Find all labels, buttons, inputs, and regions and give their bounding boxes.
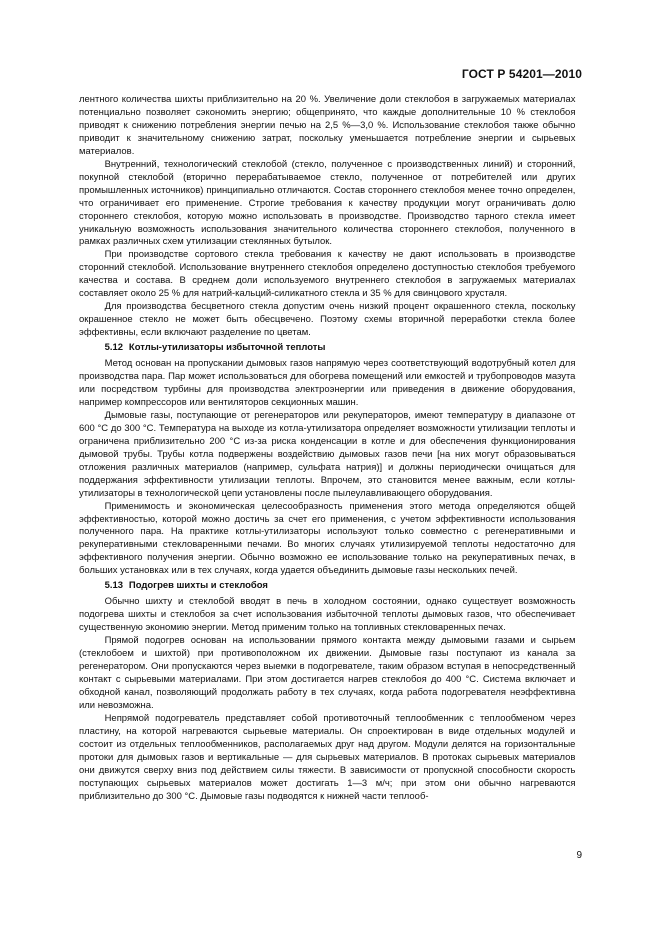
section-title: Котлы-утилизаторы избыточной теплоты (128, 342, 326, 354)
paragraph: Для производства бесцветного стекла допустим очень низкий процент окрашенного стекла, поскольку окрашенное стекло не может быть обесцвечено. Поэтому схемы вторичной переработки стекла более эффективны, если включают разделение по цветам. (79, 301, 576, 339)
paragraph: лентного количества шихты приблизительно на 20 %. Увеличение доли стеклобоя в загружаемых материалах потенциально позволяет сэкономить энергию; общепринято, что каждые дополнительные 10 % стеклобоя приводят к снижению потребления энергии печью на 2,5 %—3,0 %. Использование стеклобоя также обычно приводит к значительному снижению затрат, поскольку уменьшается потребление энергии и сырьевых материалов. (79, 94, 576, 157)
paragraph: Прямой подогрев основан на использовании прямого контакта между дымовыми газами и сырьем (стеклобоем и шихтой) при противоположном их движении. Дымовые газы поступают из канала за регенератором. Они пропускаются через выемки в подогревателе, таким образом вступая в непосредственный контакт с сырьевыми материалами. При этом достигается нагрев стеклобоя до 400 °С. Система включает и обходной канал, позволяющий продолжать работу в тех случаях, когда работа подогревателя неэффективна или невозможна. (79, 635, 576, 711)
paragraph: Метод основан на пропускании дымовых газов напрямую через соответствующий водотрубный котел для производства пара. Пар может использоваться для обогрева помещений или емкостей и трубопроводов мазута или посредством турбины для производства электроэнергии или приведения в движение оборудования, например компрессоров или вентиляторов секционных машин. (79, 358, 576, 408)
paragraph: Внутренний, технологический стеклобой (стекло, полученное с производственных линий) и сторонний, покупной стеклобой (вторично перерабатываемое стекло, полученное от потребителей или других промышленных источников) принципиально отличаются. Состав стороннего стеклобоя менее точно определен, что ограничивает его применение. Строгие требования к качеству продукции могут ограничивать долю стороннего стеклобоя, которую можно использовать в производстве. Производство тарного стекла имеет уникальную возможность использования значительного количества стороннего стеклобоя, полученного в рамках различных схем утилизации стеклянных бутылок. (79, 158, 576, 248)
section-number: 5.12 (104, 342, 124, 354)
section-number: 5.13 (104, 580, 124, 592)
paragraph: Обычно шихту и стеклобой вводят в печь в холодном состоянии, однако существует возможность подогрева шихты и стеклобоя за счет использования избыточной теплоты дымовых газов, что обеспечивает существенную экономию энергии. Метод применим только на топливных стекловаренных печах. (79, 596, 576, 634)
paragraph: Непрямой подогреватель представляет собой противоточный теплообменник с теплообменом через пластину, на которой нагреваются сырьевые материалы. Он спроектирован в виде отдельных модулей и состоит из отдельных теплообменников, располагаемых друг над другом. Модули делятся на горизонтальные протоки для дымовых газов и вертикальные — для сырьевых материалов. В протоках сырьевых материалов они движутся сверху вниз под действием силы тяжести. В зависимости от пропускной способности скорость поступающих сырьевых материалов может достигать 1—3 м/ч; при этом они обычно нагреваются приблизительно до 300 °С. Дымовые газы подводятся к нижней части теплооб- (79, 712, 576, 802)
paragraph: При производстве сортового стекла требования к качеству не дают использовать в производстве сторонний стеклобой. Использование внутреннего стеклобоя определено доступностью стеклобоя требуемого качества и состава. В среднем доли используемого внутреннего стеклобоя в загружаемых материалах составляет около 25 % для натрий-кальций-силикатного стекла и 35 % для свинцового хрусталя. (79, 249, 576, 300)
paragraph: Дымовые газы, поступающие от регенераторов или рекуператоров, имеют температуру в диапазоне от 600 °С до 300 °С. Температура на выходе из котла-утилизатора определяет возможности утилизации теплоты и ограничена приблизительно 200 °С из-за риска конденсации в котле и для обеспечения функционирования дымовой трубы. Трубы котла подвержены воздействию дымовых газов печи [на них могут образовываться отложения различных материалов (например, сульфата натрия)] и должны периодически очищаться для поддержания эффективности утилизации теплоты. Впрочем, это становится менее важным, если котлы-утилизаторы в технологической цепи установлены после пылеулавливающего оборудования. (79, 409, 576, 499)
body-text (79, 94, 575, 803)
section-heading-5-12 (79, 342, 575, 355)
paragraph: Применимость и экономическая целесообразность применения этого метода определяются общей эффективностью, которой можно достичь за счет его применения, с учетом эффективности использования полученного пара. На практике котлы-утилизаторы используют только совместно с регенеративными и рекуперативными стекловаренными печами. Во многих случаях утилизируемой теплоты недостаточно для эффективного получения энергии. Обычно возможно ее использование только на рекуперативных печах, в больших установках или в тех случаях, когда удается объединить дымовые газы нескольких печей. (79, 500, 576, 577)
section-title: Подогрев шихты и стеклобоя (128, 580, 268, 592)
section-heading-5-13 (79, 580, 575, 593)
page-number: 9 (576, 850, 582, 861)
standard-designation: ГОСТ Р 54201—2010 (461, 67, 582, 81)
